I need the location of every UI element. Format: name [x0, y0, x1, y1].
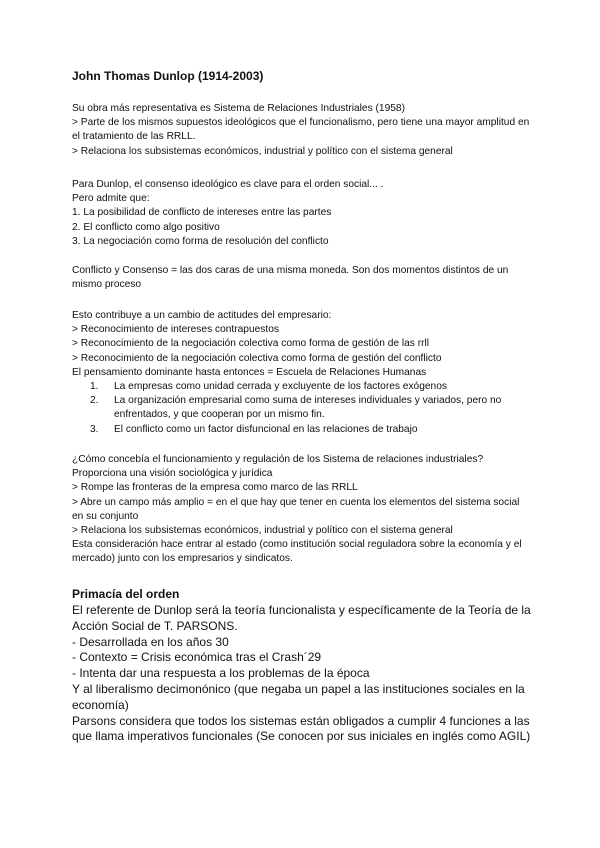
list-item: > Reconocimiento de la negociación colectiva como forma de gestión del conflicto	[72, 352, 442, 364]
numbered-item-number: 2.	[90, 395, 99, 407]
list-item: 2. El conflicto como algo positivo	[72, 221, 220, 233]
numbered-item	[72, 380, 532, 394]
consensus-admits: Pero admite que:	[72, 193, 150, 205]
question-block	[72, 453, 532, 567]
section-line: - Intenta dar una respuesta a los problemas de la época	[72, 666, 370, 681]
state-line: Esta consideración hace entrar al estado (como institución social reguladora sobre la economía y el mercado) junto con los empresarios y sindicatos.	[72, 539, 522, 565]
section-line: Parsons considera que todos los sistemas están obligados a cumplir 4 funciones a las que llama imperativos funcionales (Se conocen por sus iniciales en inglés como AGIL)	[72, 713, 531, 744]
section-body	[72, 603, 532, 745]
list-item: > Relaciona los subsistemas económicos, industrial y político con el sistema general	[72, 525, 453, 537]
attitudes-block	[72, 309, 532, 437]
conflict-consensus-block	[72, 264, 532, 292]
list-item: > Rompe las fronteras de la empresa como marco de las RRLL	[72, 482, 358, 494]
numbered-item-text: El conflicto como un factor disfuncional en las relaciones de trabajo	[114, 423, 418, 435]
section-heading: Primacía del orden	[72, 587, 180, 601]
numbered-item	[72, 423, 532, 437]
attitudes-lead: Esto contribuye a un cambio de actitudes del empresario:	[72, 310, 332, 321]
numbered-item-number: 1.	[90, 381, 99, 393]
intro-line: > Parte de los mismos supuestos ideológicos que el funcionalismo, pero tiene una mayor amplitud en el tratamiento de las RRLL.	[72, 117, 530, 143]
question-text: ¿Cómo concebía el funcionamiento y regulación de los Sistema de relaciones industriales?	[72, 454, 484, 465]
page-title: John Thomas Dunlop (1914-2003)	[72, 69, 264, 83]
consensus-block	[72, 178, 532, 249]
section-line: - Contexto = Crisis económica tras el Crash´29	[72, 650, 322, 665]
section-line: Y al liberalismo decimonónico (que negaba un papel a las instituciones sociales en la economía)	[72, 681, 525, 712]
list-item: > Reconocimiento de intereses contrapuestos	[72, 324, 279, 336]
conflict-consensus-text: Conflicto y Consenso = las dos caras de una misma moneda. Son dos momentos distintos de un mismo proceso	[72, 265, 509, 291]
intro-line: Su obra más representativa es Sistema de Relaciones Industriales (1958)	[72, 103, 405, 114]
section-line: El referente de Dunlop será la teoría funcionalista y específicamente de la Teoría de la Acción Social de T. PARSONS.	[72, 603, 531, 633]
list-item: 1. La posibilidad de conflicto de intereses entre las partes	[72, 207, 332, 219]
numbered-item-number: 3.	[90, 423, 99, 435]
school-line: El pensamiento dominante hasta entonces = Escuela de Relaciones Humanas	[72, 366, 427, 378]
intro-line: > Relaciona los subsistemas económicos, industrial y político con el sistema general	[72, 145, 453, 157]
numbered-item-text: La empresas como unidad cerrada y excluyente de los factores exógenos	[114, 381, 447, 393]
section-line: - Desarrollada en los años 30	[72, 634, 229, 649]
list-item: 3. La negociación como forma de resolución del conflicto	[72, 235, 329, 247]
numbered-item	[72, 394, 532, 422]
intro-block	[72, 102, 532, 159]
numbered-list	[72, 380, 532, 437]
list-item: > Reconocimiento de la negociación colectiva como forma de gestión de las rrll	[72, 338, 430, 350]
vision-line: Proporciona una visión sociológica y jurídica	[72, 468, 273, 480]
list-item: > Abre un campo más amplio = en el que hay que tener en cuenta los elementos del sistema social en su conjunto	[72, 496, 520, 522]
numbered-item-text: La organización empresarial como suma de intereses individuales y variados, pero no enfrentados, y que cooperan por un mismo fin.	[114, 395, 502, 421]
consensus-lead: Para Dunlop, el consenso ideológico es clave para el orden social... .	[72, 179, 384, 190]
